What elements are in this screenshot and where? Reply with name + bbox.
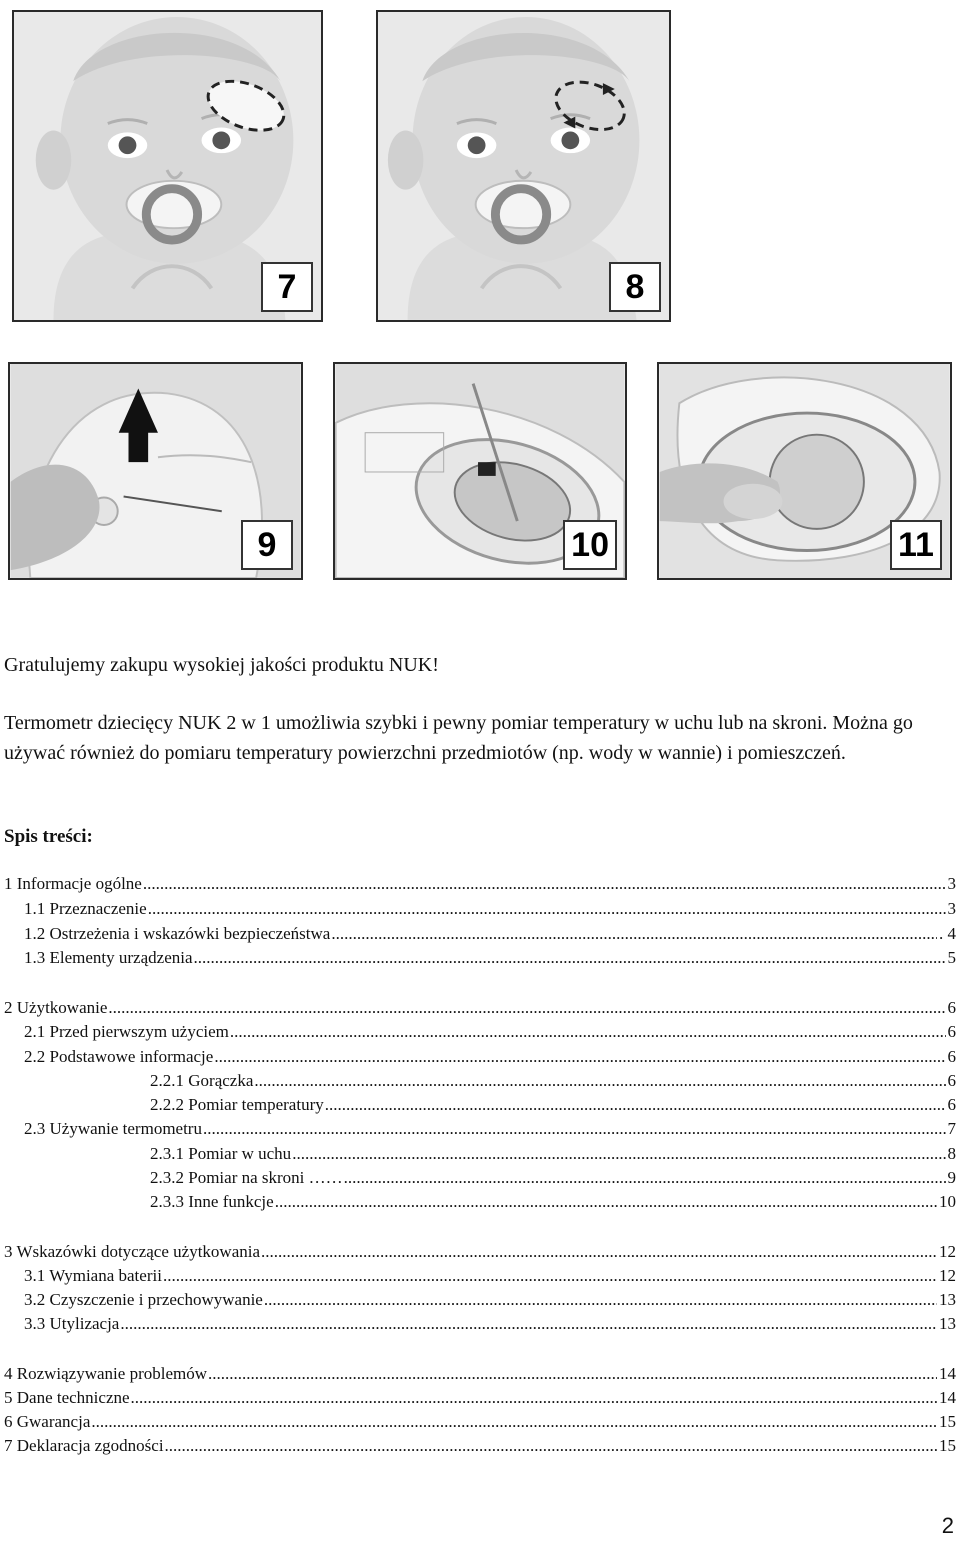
toc-dot-leader — [107, 997, 945, 1019]
toc-entry-label: 1.2 Ostrzeżenia i wskazówki bezpieczeństwa — [24, 924, 331, 943]
toc-dot-leader — [147, 898, 946, 920]
toc-entry-label: 2.2.2 Pomiar temperatury — [150, 1095, 324, 1114]
page-number: 2 — [941, 1513, 954, 1538]
toc-entry-page: . 4 — [939, 924, 956, 943]
figure-number: 11 — [890, 520, 942, 570]
toc-dot-leader — [119, 1313, 937, 1335]
toc-entry-label: 2.1 Przed pierwszym użyciem — [24, 1022, 229, 1041]
toc-dot-leader — [291, 1143, 945, 1165]
toc-dot-leader — [162, 1265, 937, 1287]
toc-entry-page: 15 — [939, 1412, 956, 1431]
figure-number: 7 — [261, 262, 313, 312]
figure-number: 9 — [241, 520, 293, 570]
toc-entry-page: 14 — [939, 1388, 956, 1407]
toc-dot-leader — [202, 1118, 946, 1140]
toc-entry — [4, 1435, 956, 1457]
toc-entry — [4, 1363, 956, 1385]
toc-entry-page: 3 — [947, 899, 956, 918]
toc-entry — [4, 898, 956, 920]
toc-entry-label: 3.3 Utylizacja — [24, 1314, 120, 1333]
toc-dot-leader — [90, 1411, 937, 1433]
toc-entry-label: 3.1 Wymiana baterii — [24, 1266, 162, 1285]
toc-entry-label: 1.3 Elementy urządzenia — [24, 948, 193, 967]
toc-entry — [4, 873, 956, 895]
toc-entry-label: 2.3.2 Pomiar na skroni …… — [150, 1168, 343, 1187]
toc-dot-leader — [263, 1289, 937, 1311]
toc-entry — [4, 997, 956, 1019]
toc-entry-page: 6 — [947, 1071, 956, 1090]
toc-dot-leader — [253, 1070, 945, 1092]
toc-entry — [4, 1191, 956, 1213]
figure-10-remove-battery — [333, 362, 627, 580]
toc-entry-label: 2.2 Podstawowe informacje — [24, 1047, 214, 1066]
toc-entry — [4, 1021, 956, 1043]
toc-entry-label: 2.3 Używanie termometru — [24, 1119, 202, 1138]
toc-entry-page: 13 — [939, 1290, 956, 1309]
toc-entry — [4, 1411, 956, 1433]
figure-number: 10 — [563, 520, 617, 570]
figure-9-open-battery-cover — [8, 362, 303, 580]
toc-entry — [4, 1265, 956, 1287]
figure-7-temple-area — [12, 10, 323, 322]
toc-entry — [4, 1167, 956, 1189]
toc-entry — [4, 947, 956, 969]
toc-entry-page: 12 — [939, 1242, 956, 1261]
toc-entry-label: 2.3.1 Pomiar w uchu — [150, 1144, 292, 1163]
toc-entry — [4, 1241, 956, 1263]
toc-dot-leader — [207, 1363, 937, 1385]
toc-entry — [4, 1143, 956, 1165]
toc-entry — [4, 1289, 956, 1311]
toc-dot-leader — [213, 1046, 945, 1068]
toc-dot-leader — [130, 1387, 937, 1409]
toc-entry-page: 10 — [939, 1192, 956, 1211]
toc-entry-page: 7 — [947, 1119, 956, 1138]
toc-dot-leader — [324, 1094, 946, 1116]
toc-entry-label: 7 Deklaracja zgodności — [4, 1436, 164, 1455]
toc-dot-leader — [229, 1021, 946, 1043]
toc-dot-leader — [330, 923, 937, 945]
toc-entry-label: 2.2.1 Gorączka — [150, 1071, 254, 1090]
toc-entry-label: 6 Gwarancja — [4, 1412, 91, 1431]
toc-entry-label: 3.2 Czyszczenie i przechowywanie — [24, 1290, 263, 1309]
toc-entry-label: 3 Wskazówki dotyczące użytkowania — [4, 1242, 261, 1261]
toc-entry-page: 6 — [947, 1047, 956, 1066]
toc-dot-leader — [260, 1241, 937, 1263]
greeting-text: Gratulujemy zakupu wysokiej jakości produktu NUK! — [4, 654, 439, 676]
toc-entry-page: 9 — [947, 1168, 956, 1187]
toc-entry-label: 1 Informacje ogólne — [4, 874, 142, 893]
toc-entry — [4, 1094, 956, 1116]
toc-entry — [4, 1046, 956, 1068]
toc-entry-page: 6 — [947, 1095, 956, 1114]
toc-entry-page: 13 — [939, 1314, 956, 1333]
toc-entry-page: 8 — [947, 1144, 956, 1163]
figure-11-insert-battery — [657, 362, 952, 580]
toc-entry-page: 14 — [939, 1364, 956, 1383]
toc-entry-page: 6 — [947, 998, 956, 1017]
toc-dot-leader — [193, 947, 946, 969]
toc-entry-label: 4 Rozwiązywanie problemów — [4, 1364, 207, 1383]
toc-entry — [4, 923, 956, 945]
toc-entry-page: 5 — [947, 948, 956, 967]
toc-dot-leader — [274, 1191, 937, 1213]
toc-entry-label: 2 Użytkowanie — [4, 998, 108, 1017]
toc-title: Spis treści: — [4, 826, 93, 847]
toc-entry — [4, 1387, 956, 1409]
toc-entry-page: 15 — [939, 1436, 956, 1455]
toc-entry-page: 6 — [947, 1022, 956, 1041]
intro-paragraph: Termometr dziecięcy NUK 2 w 1 umożliwia szybki i pewny pomiar temperatury w uchu lub na skroni. Można go używać również do pomiaru temperatury powierzchni przedmiotów (np. wody w wannie) i pomieszczeń. — [4, 712, 913, 764]
toc-entry-label: 2.3.3 Inne funkcje — [150, 1192, 274, 1211]
toc-entry — [4, 1313, 956, 1335]
toc-entry-page: 12 — [939, 1266, 956, 1285]
figure-8-temple-motion — [376, 10, 671, 322]
toc-entry-label: 5 Dane techniczne — [4, 1388, 130, 1407]
toc-dot-leader — [142, 873, 946, 895]
toc-dot-leader — [164, 1435, 937, 1457]
toc-entry-label: 1.1 Przeznaczenie — [24, 899, 147, 918]
toc-entry — [4, 1118, 956, 1140]
figure-number: 8 — [609, 262, 661, 312]
toc-entry-page: 3 — [947, 874, 956, 893]
toc-dot-leader — [343, 1167, 946, 1189]
toc-entry — [4, 1070, 956, 1092]
